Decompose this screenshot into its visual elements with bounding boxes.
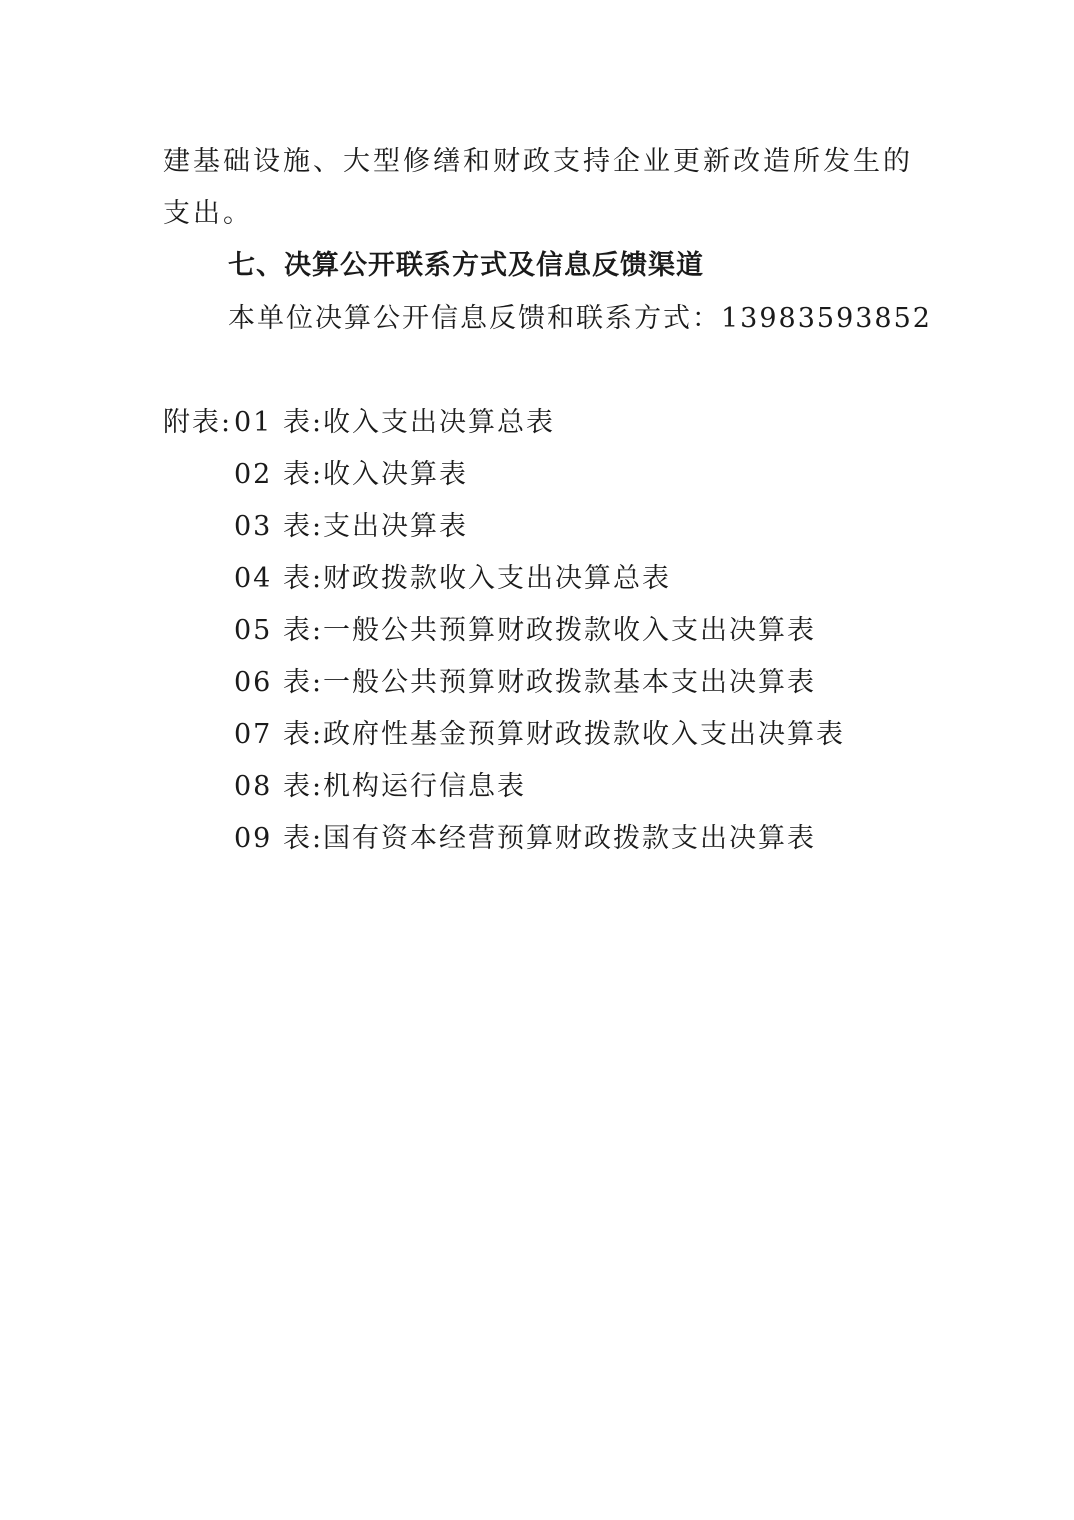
appendix-item-05: 05 表:一般公共预算财政拨款收入支出决算表	[234, 615, 817, 646]
appendix-label: 附表:	[163, 407, 233, 438]
paragraph-line-2: 支出。	[163, 198, 253, 229]
section-heading: 七、决算公开联系方式及信息反馈渠道	[228, 250, 704, 281]
appendix-item-02: 02 表:收入决算表	[234, 459, 469, 490]
paragraph-line-1: 建基础设施、大型修缮和财政支持企业更新改造所发生的	[163, 146, 913, 177]
appendix-item-07: 07 表:政府性基金预算财政拨款收入支出决算表	[234, 719, 846, 750]
appendix-item-04: 04 表:财政拨款收入支出决算总表	[234, 563, 672, 594]
appendix-item-06: 06 表:一般公共预算财政拨款基本支出决算表	[234, 667, 817, 698]
contact-info: 本单位决算公开信息反馈和联系方式：13983593852	[228, 303, 932, 334]
appendix-item-03: 03 表:支出决算表	[234, 511, 469, 542]
appendix-item-01: 01 表:收入支出决算总表	[234, 407, 556, 438]
appendix-item-08: 08 表:机构运行信息表	[234, 771, 527, 802]
appendix-item-09: 09 表:国有资本经营预算财政拨款支出决算表	[234, 823, 817, 854]
